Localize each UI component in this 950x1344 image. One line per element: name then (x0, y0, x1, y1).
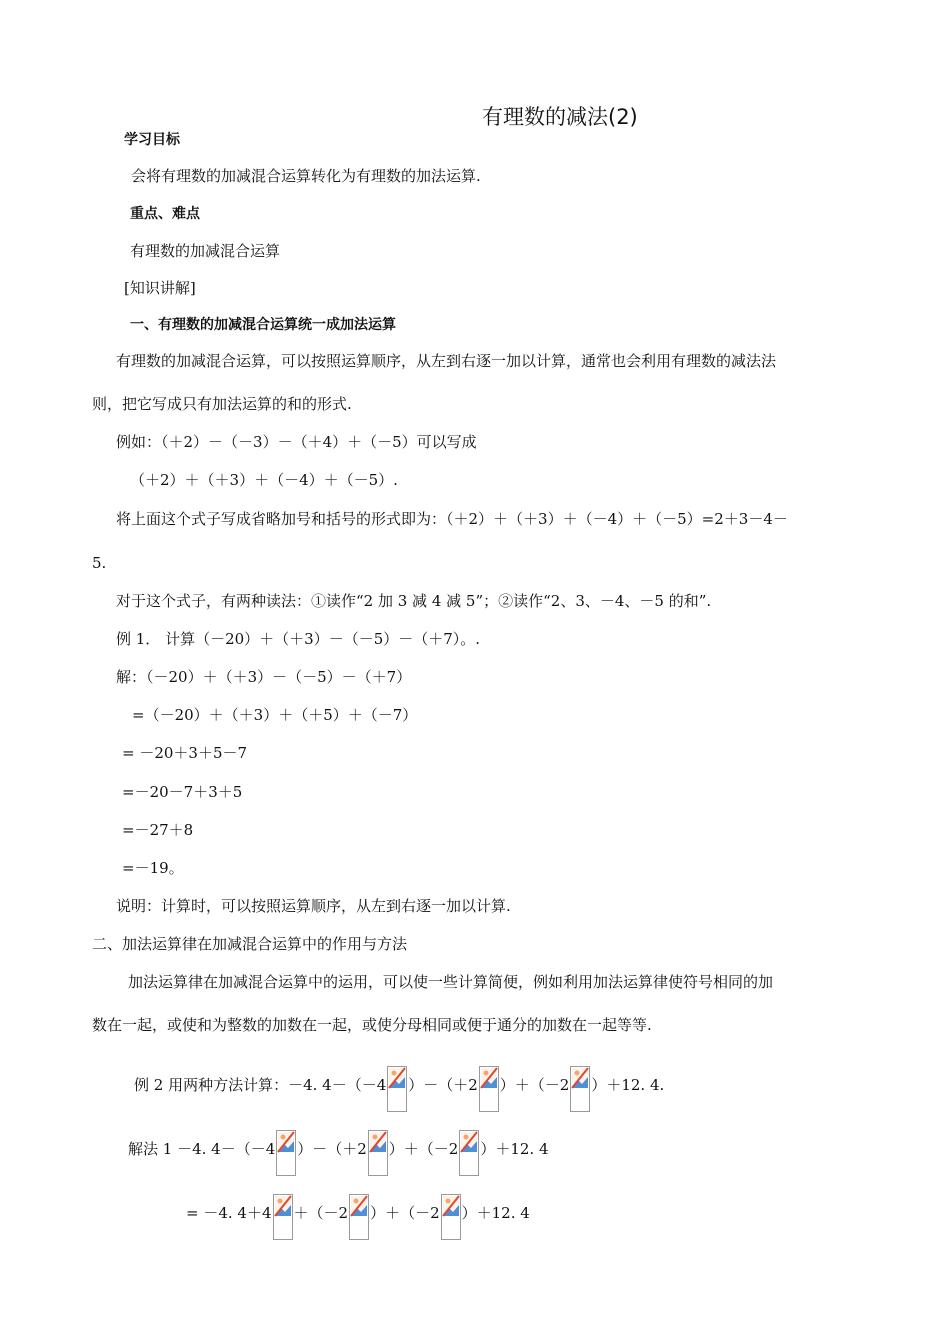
broken-image-icon (459, 1130, 479, 1176)
knowledge-heading: [知识讲解] (124, 279, 196, 297)
example-rewrite: （＋2）＋（＋3）＋（－4）＋（－5）. (130, 471, 398, 489)
para2-line2: 5. (92, 554, 107, 572)
para1-line1: 有理数的加减混合运算，可以按照运算顺序，从左到右逐一加以计算，通常也会利用有理数的减法法 (116, 352, 777, 370)
section2-heading: 二、加法运算律在加减混合运算中的作用与方法 (92, 935, 408, 953)
solution1: 解：（－20）＋（＋3）－（－5）－（＋7） (116, 668, 412, 686)
section1-heading: 一、有理数的加减混合运算统一成加法运算 (130, 317, 396, 333)
method1-step-part: ）＋（－2 (370, 1204, 440, 1222)
broken-image-icon (349, 1194, 369, 1240)
broken-image-icon (276, 1130, 296, 1176)
para1-line2: 则，把它写成只有加法运算的和的形式. (92, 395, 352, 413)
solution-step: =－27＋8 (122, 821, 194, 839)
broken-image-icon (479, 1066, 499, 1112)
example2-part: ）－（＋2 (408, 1076, 478, 1094)
key-heading: 重点、难点 (130, 206, 200, 222)
broken-image-icon (441, 1194, 461, 1240)
solution-step: =－19。 (122, 859, 184, 877)
para4-line2: 数在一起，或使和为整数的加数在一起，或使分母相同或便于通分的加数在一起等等. (92, 1016, 652, 1034)
example2-part: 例 2 用两种方法计算：－4. 4－（－4 (134, 1076, 387, 1094)
broken-image-icon (368, 1130, 388, 1176)
key-text: 有理数的加减混合运算 (130, 242, 281, 260)
broken-image-icon (273, 1194, 293, 1240)
para4-line1: 加法运算律在加减混合运算中的运用，可以使一些计算简便，例如利用加法运算律使符号相同的加 (128, 973, 774, 991)
method1-step (186, 1194, 530, 1240)
solution-step: =－20－7＋3＋5 (122, 783, 243, 801)
method1-part: ）＋12. 4 (480, 1140, 549, 1158)
document-title: 有理数的减法(2) (482, 105, 638, 129)
solution-step: = －20＋3＋5－7 (122, 744, 248, 762)
broken-image-icon (570, 1066, 590, 1112)
goal-heading: 学习目标 (124, 132, 180, 148)
method1-step-part: ＋（－2 (293, 1204, 349, 1222)
example-intro: 例如：（＋2）－（－3）－（＋4）＋（－5）可以写成 (116, 433, 477, 451)
para3: 对于这个式子，有两种读法：①读作“2 加 3 减 4 减 5”；②读作“2、3、－4、－5 的和”. (116, 592, 712, 610)
broken-image-icon (387, 1066, 407, 1112)
goal-text: 会将有理数的加减混合运算转化为有理数的加法运算. (131, 167, 481, 185)
example2-part: ）＋（－2 (499, 1076, 570, 1094)
method1 (128, 1130, 549, 1176)
method1-step-part: = －4. 4＋4 (186, 1204, 272, 1222)
solution-step: =（－20）＋（＋3）＋（＋5）＋（－7） (132, 706, 418, 724)
example2 (134, 1066, 664, 1112)
para2-line1: 将上面这个式子写成省略加号和括号的形式即为：（＋2）＋（＋3）＋（－4）＋（－5）=2＋3－4－ (116, 510, 788, 528)
method1-part: 解法 1 －4. 4－（－4 (128, 1140, 276, 1158)
example2-part: ）＋12. 4. (591, 1076, 665, 1094)
method1-step-part: ）＋12. 4 (461, 1204, 530, 1222)
method1-part: ）－（＋2 (297, 1140, 367, 1158)
method1-part: ）＋（－2 (388, 1140, 459, 1158)
note: 说明：计算时，可以按照运算顺序，从左到右逐一加以计算. (116, 897, 511, 915)
example1: 例 1． 计算（－20）＋（＋3）－（－5）－（＋7）。. (116, 630, 481, 648)
